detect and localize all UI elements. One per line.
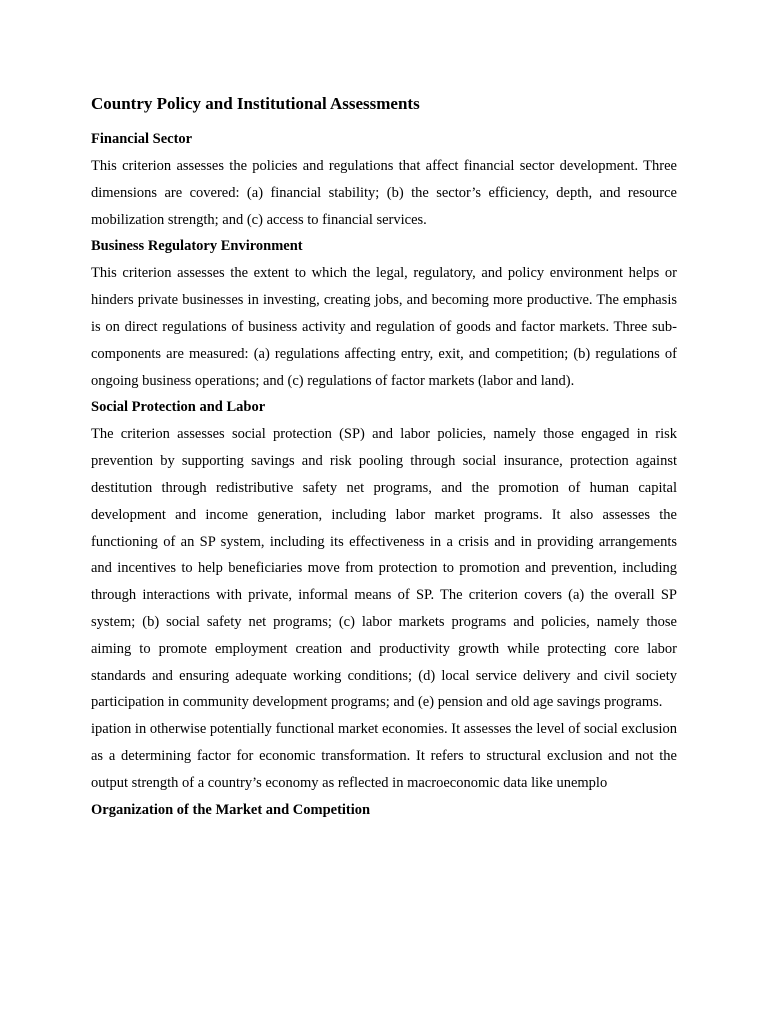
section-body-financial-sector: This criterion assesses the policies and regulations that affect financial sector development. Three dimensions are covered: (a) financial stability; (b) the sector’s efficiency, depth, and resource mobilization strength; and (c) access to financial services. [91,158,677,228]
document-title: Country Policy and Institutional Assessments [91,94,420,113]
fragment-paragraph: ipation in otherwise potentially functional market economies. It assesses the level of social exclusion as a determining factor for economic transformation. It refers to structural exclusion and not the output strength of a country’s economy as reflected in macroeconomic data like unemplo [91,721,677,791]
section-heading-social-protection: Social Protection and Labor [91,399,266,416]
document-page [91,90,677,824]
section-heading-business-regulatory: Business Regulatory Environment [91,238,303,255]
section-body-business-regulatory: This criterion assesses the extent to which the legal, regulatory, and policy environment helps or hinders private businesses in investing, creating jobs, and becoming more productive. The emphasis is on direct regulations of business activity and regulation of goods and factor markets. Three sub-components are measured: (a) regulations affecting entry, exit, and competition; (b) regulations of ongoing business operations; and (c) regulations of factor markets (labor and land). [91,265,677,389]
section-heading-financial-sector: Financial Sector [91,131,193,147]
section-heading-market-competition: Organization of the Market and Competition [91,801,371,818]
section-body-social-protection: The criterion assesses social protection (SP) and labor policies, namely those engaged in risk prevention by supporting savings and risk pooling through social insurance, protection against destitution through redistributive safety net programs, and the promotion of human capital development and income generation, including labor market programs. It also assesses the functioning of an SP system, including its effectiveness in a crisis and in providing arrangements and incentives to help beneficiaries move from protection to promotion and prevention, including through interactions with private, informal means of SP. The criterion covers (a) the overall SP system; (b) social safety net programs; (c) labor markets programs and policies, namely those aiming to promote employment creation and productivity growth while protecting core labor standards and ensuring adequate working conditions; (d) local service delivery and civil society participation in community development programs; and (e) pension and old age savings programs. [91,426,677,711]
